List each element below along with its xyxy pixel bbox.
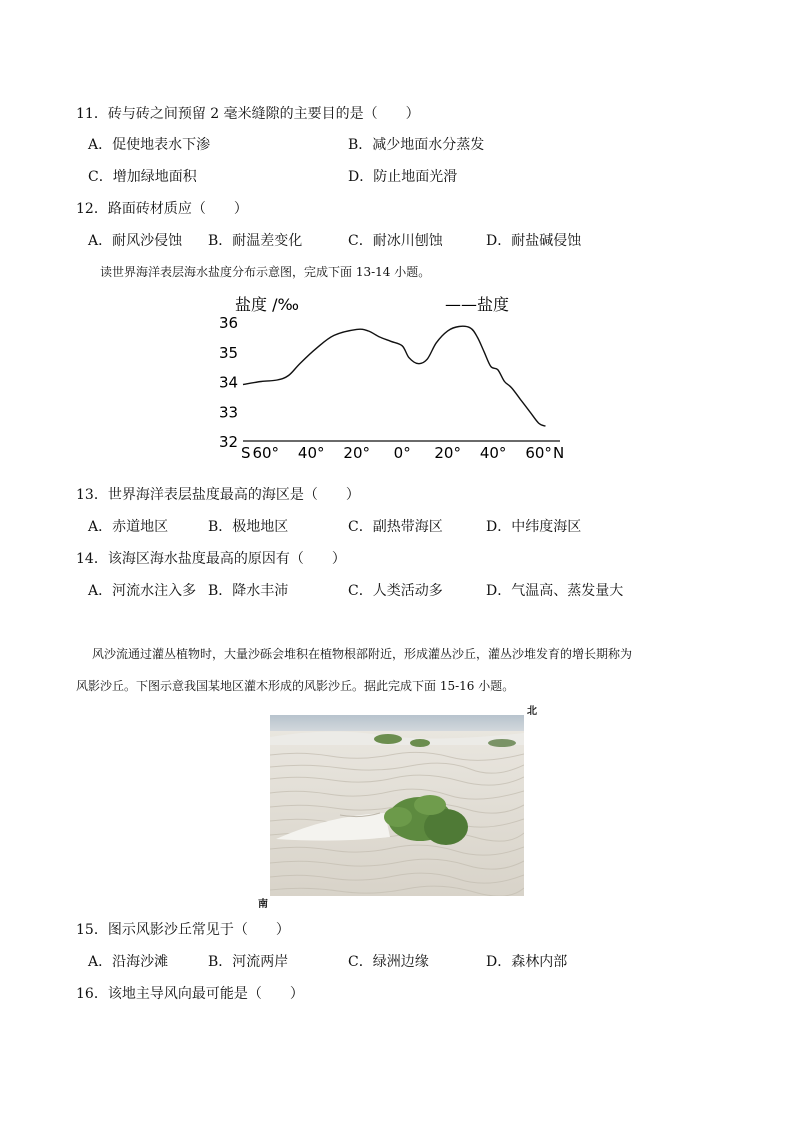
q11-option-c: C．增加绿地面积 — [88, 169, 197, 185]
q12-stem: 12．路面砖材质应（ ） — [76, 201, 248, 217]
chart-x-tick-label: 40° — [297, 444, 325, 462]
q13-stem: 13．世界海洋表层盐度最高的海区是（ ） — [76, 487, 360, 503]
intro-15-16-line2: 风影沙丘。下图示意我国某地区灌木形成的风影沙丘。据此完成下面 15-16 小题。 — [76, 679, 515, 693]
q14-option-d: D．气温高、蒸发量大 — [486, 583, 624, 599]
q14-option-a: A．河流水注入多 — [88, 583, 197, 599]
chart-y-ticks — [219, 314, 238, 451]
chart-y-tick-label: 32 — [219, 433, 239, 451]
q16-stem: 16．该地主导风向最可能是（ ） — [76, 986, 304, 1002]
chart-x-tick-label: N — [553, 444, 565, 462]
chart-y-tick-label: 33 — [219, 403, 239, 422]
q13-option-c: C．副热带海区 — [348, 519, 443, 535]
chart-x-tick-label: 60° — [252, 444, 280, 462]
q11-stem: 11．砖与砖之间预留 2 毫米缝隙的主要目的是（ ） — [76, 106, 420, 122]
chart-x-tick-label: 20° — [343, 444, 371, 462]
q12-option-c: C．耐冰川刨蚀 — [348, 233, 443, 249]
q11-option-a: A．促使地表水下渗 — [88, 137, 211, 153]
q15-option-c: C．绿洲边缘 — [348, 954, 429, 970]
chart-x-tick-label: 60° — [525, 444, 552, 462]
q13-option-a: A．赤道地区 — [88, 519, 169, 535]
q12-option-d: D．耐盐碱侵蚀 — [486, 233, 582, 249]
chart-x-ticks — [241, 444, 564, 462]
chart-y-tick-label: 35 — [219, 343, 239, 362]
intro-15-16-line1: 风沙流通过灌丛植物时，大量沙砾会堆积在植物根部附近，形成灌丛沙丘，灌丛沙堆发育的增长期称为 — [92, 647, 633, 661]
q11-option-d: D．防止地面光滑 — [348, 169, 458, 185]
q12-option-a: A．耐风沙侵蚀 — [88, 233, 183, 249]
chart-x-tick-label: 40° — [479, 444, 507, 462]
q14-option-c: C．人类活动多 — [348, 583, 443, 599]
q14-stem: 14．该海区海水盐度最高的原因有（ ） — [76, 551, 346, 567]
chart-x-tick-label: 20° — [434, 444, 461, 462]
chart-y-tick-label: 34 — [219, 373, 239, 392]
q15-stem: 15．图示风影沙丘常见于（ ） — [76, 922, 290, 938]
north-label: 北 — [527, 706, 537, 717]
south-label: 南 — [258, 899, 268, 910]
intro-13-14: 读世界海洋表层海水盐度分布示意图，完成下面 13-14 小题。 — [100, 265, 431, 279]
q11-option-b: B．减少地面水分蒸发 — [348, 137, 485, 153]
chart-y-axis-label: 盐度 /‰ — [235, 295, 299, 314]
chart-series-line-salinity — [243, 326, 546, 426]
q13-option-d: D．中纬度海区 — [486, 519, 582, 535]
q15-option-a: A．沿海沙滩 — [88, 954, 169, 970]
chart-x-tick-label: S — [241, 444, 251, 462]
q15-option-d: D．森林内部 — [486, 954, 568, 970]
chart-x-tick-label: 0° — [393, 444, 411, 462]
q13-option-b: B．极地地区 — [208, 519, 289, 535]
q15-option-b: B．河流两岸 — [208, 954, 289, 970]
salinity-chart — [215, 290, 575, 465]
q14-option-b: B．降水丰沛 — [208, 583, 289, 599]
dune-photo — [270, 715, 524, 896]
chart-y-tick-label: 36 — [219, 314, 239, 332]
q12-option-b: B．耐温差变化 — [208, 233, 303, 249]
chart-legend: ——盐度 — [445, 295, 510, 314]
